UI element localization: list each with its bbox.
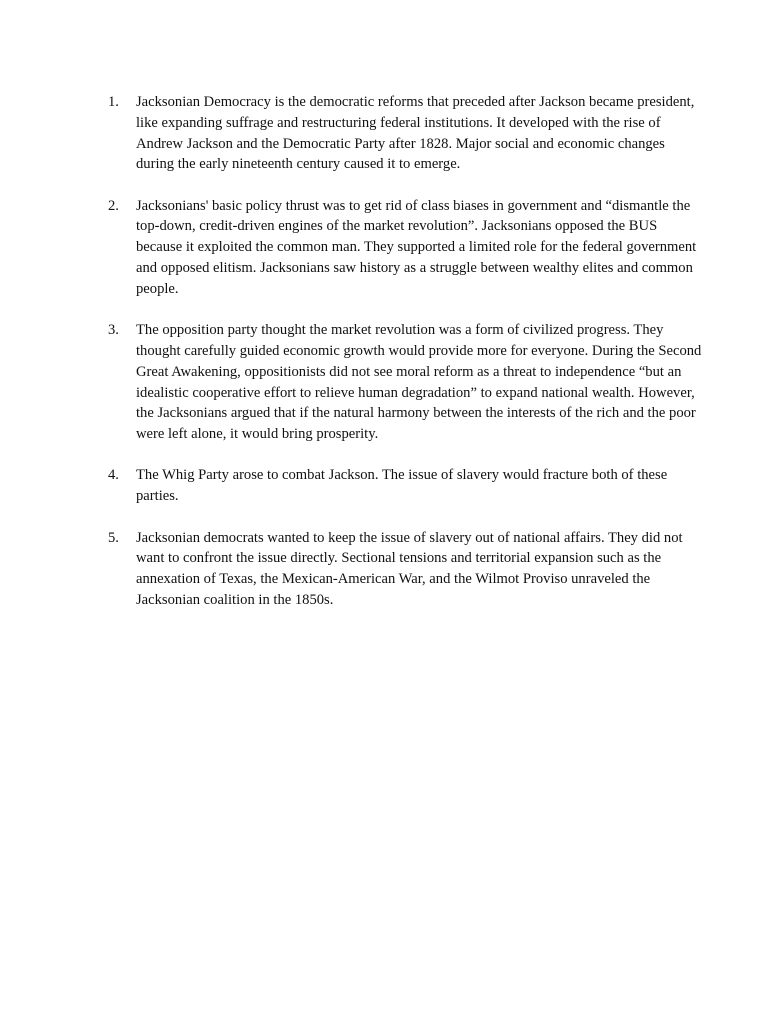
list-item-5	[108, 528, 704, 611]
numbered-answer-list	[108, 92, 704, 631]
item-number-4: 4.	[108, 467, 119, 484]
item-number-2: 2.	[108, 197, 119, 214]
item-text-2: Jacksonians' basic policy thrust was to get rid of class biases in government and “dismantle the top-down, credit-driven engines of the market revolution”. Jacksonians opposed the BUS because it exploited the common man. They supported a limited role for the federal government and opposed elitism. Jacksonians saw history as a struggle between wealthy elites and common people.	[136, 197, 697, 297]
list-item-3	[108, 320, 704, 445]
item-text-1: Jacksonian Democracy is the democratic reforms that preceded after Jackson became president, like expanding suffrage and restructuring federal institutions. It developed with the rise of Andrew Jackson and the Democratic Party after 1828. Major social and economic changes during the early nineteenth century caused it to emerge.	[136, 94, 695, 173]
item-number-5: 5.	[108, 529, 119, 546]
item-text-5: Jacksonian democrats wanted to keep the issue of slavery out of national affairs. They did not want to confront the issue directly. Sectional tensions and territorial expansion such as the annexation of Texas, the Mexican-American War, and the Wilmot Proviso unraveled the Jacksonian coalition in the 1850s.	[136, 529, 683, 608]
item-text-3: The opposition party thought the market revolution was a form of civilized progress. They thought carefully guided economic growth would provide more for everyone. During the Second Great Awakening, oppositionists did not see moral reform as a threat to independence “but an idealistic cooperative effort to relieve human degradation” to expand national wealth. However, the Jacksonians argued that if the natural harmony between the interests of the rich and the poor were left alone, it would bring prosperity.	[136, 322, 702, 443]
list-item-2	[108, 196, 704, 300]
item-number-1: 1.	[108, 94, 119, 110]
item-text-4: The Whig Party arose to combat Jackson. The issue of slavery would fracture both of these parties.	[136, 467, 668, 505]
item-number-3: 3.	[108, 322, 119, 339]
list-item-1	[108, 92, 704, 175]
list-item-4	[108, 465, 704, 507]
